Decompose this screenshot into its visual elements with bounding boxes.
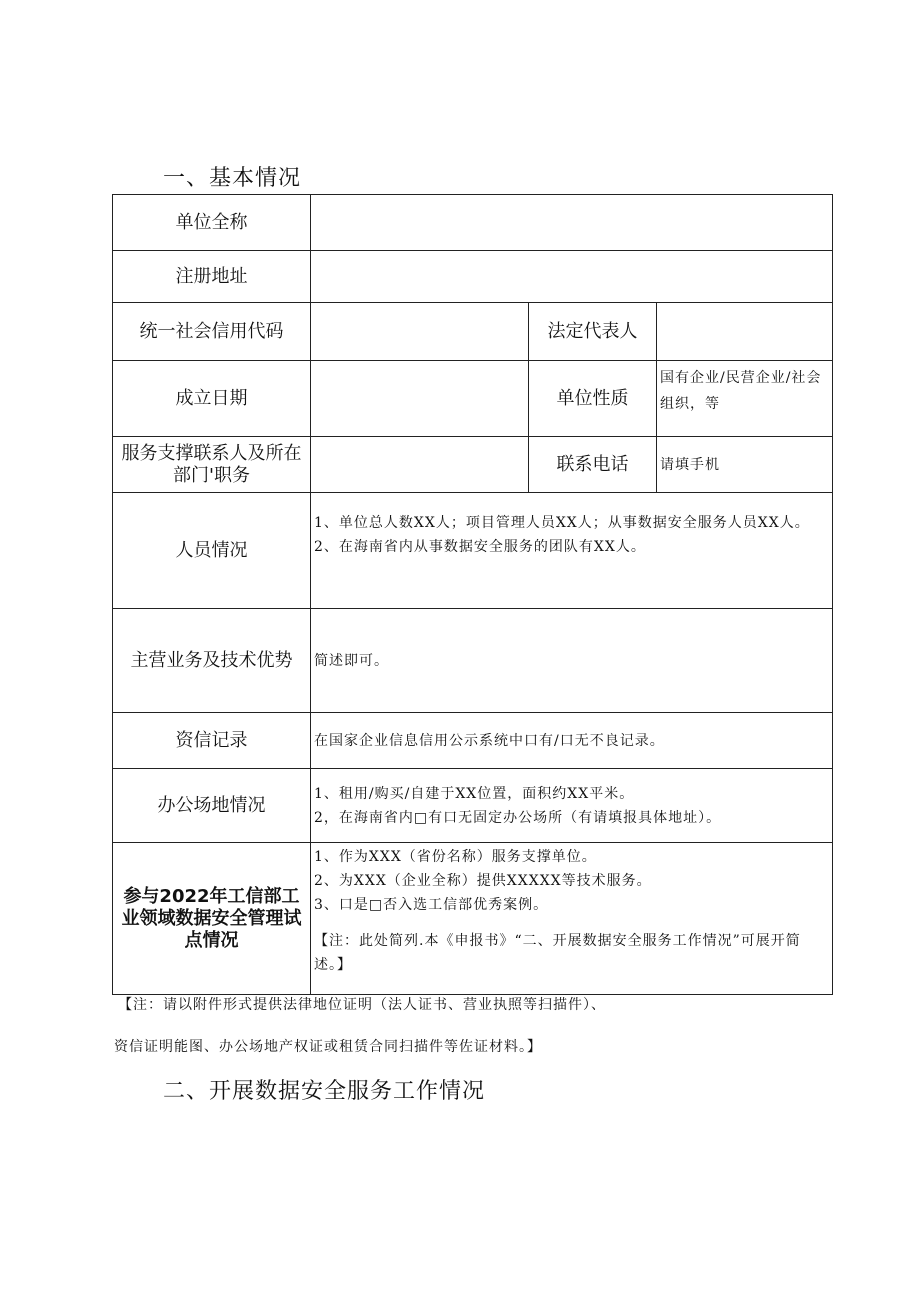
label-pilot: 参与2022年工信部工业领域数据安全管理试点情况	[113, 843, 311, 995]
pilot-line-3: 3、口是□否入选工信部优秀案例。	[314, 897, 549, 913]
label-phone: 联系电话	[529, 437, 657, 493]
footnote-line-1: 【注：请以附件形式提供法律地位证明（法人证书、营业执照等扫描件）、	[118, 997, 606, 1013]
label-contact: 服务支撑联系人及所在部门'职务	[113, 437, 311, 493]
label-founded: 成立日期	[113, 361, 311, 437]
field-unit-name[interactable]	[311, 195, 833, 251]
section-title-basic-info: 一、基本情况	[163, 166, 302, 191]
section-title-service-work: 二、开展数据安全服务工作情况	[163, 1079, 486, 1104]
field-credit-record[interactable]: 在国家企业信息信用公示系统中口有/口无不良记录。	[311, 713, 833, 769]
label-staff: 人员情况	[113, 493, 311, 609]
label-credit-record: 资信记录	[113, 713, 311, 769]
staff-line-2: 2、在海南省内从事数据安全服务的团队有XX人。	[314, 539, 646, 555]
label-business: 主营业务及技术优势	[113, 609, 311, 713]
office-line-1: 1、租用/购买/自建于XX位置，面积约XX平米。	[314, 785, 635, 802]
row-credit-record	[113, 713, 833, 769]
basic-info-table	[112, 194, 833, 995]
row-founded	[113, 361, 833, 437]
field-pilot[interactable]	[311, 843, 833, 995]
label-office: 办公场地情况	[113, 769, 311, 843]
label-unit-nature: 单位性质	[529, 361, 657, 437]
field-founded[interactable]	[311, 361, 529, 437]
field-business[interactable]: 简述即可。	[311, 609, 833, 713]
row-staff	[113, 493, 833, 609]
field-staff[interactable]	[311, 493, 833, 609]
row-pilot	[113, 843, 833, 995]
staff-line-1: 1、单位总人数XX人；项目管理人员XX人；从事数据安全服务人员XX人。	[314, 515, 810, 531]
pilot-note: 【注：此处简列.本《申报书》“二、开展数据安全服务工作情况”可展开简述。】	[314, 933, 801, 973]
footnote-line-2: 资信证明能图、办公场地产权证或租赁合同扫描件等佐证材料。】	[114, 1039, 542, 1055]
field-phone[interactable]: 请填手机	[657, 437, 833, 493]
label-credit-code: 统一社会信用代码	[113, 303, 311, 361]
row-reg-address	[113, 251, 833, 303]
field-contact[interactable]	[311, 437, 529, 493]
row-credit-code	[113, 303, 833, 361]
field-legal-rep[interactable]	[657, 303, 833, 361]
row-office	[113, 769, 833, 843]
row-business	[113, 609, 833, 713]
label-legal-rep: 法定代表人	[529, 303, 657, 361]
pilot-line-2: 2、为XXX（企业全称）提供XXXXX等技术服务。	[314, 873, 652, 889]
row-unit-name	[113, 195, 833, 251]
label-unit-name: 单位全称	[113, 195, 311, 251]
office-line-2: 2，在海南省内□有口无固定办公场所（有请填报具体地址）。	[314, 809, 722, 826]
field-office[interactable]	[311, 769, 833, 843]
field-credit-code[interactable]	[311, 303, 529, 361]
label-reg-address: 注册地址	[113, 251, 311, 303]
field-reg-address[interactable]	[311, 251, 833, 303]
pilot-line-1: 1、作为XXX（省份名称）服务支撑单位。	[314, 849, 597, 865]
row-contact	[113, 437, 833, 493]
field-unit-nature[interactable]: 国有企业/民营企业/社会组织，等	[657, 361, 833, 437]
